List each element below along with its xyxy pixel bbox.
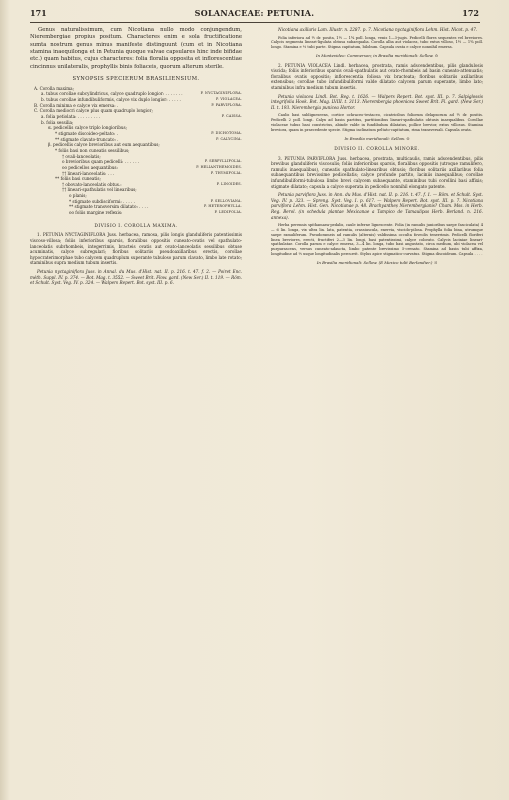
key-text: B. Corolla minima e calyce vix emersa: .	[34, 102, 119, 108]
key-text: † ovali-lanceolatis;	[62, 153, 101, 159]
key-species: P. HELIANTHEMOIDES.	[196, 164, 242, 169]
species-notes: Folia inferiora ad ½ dr. posita, 1½ — 1¾ poll. longa, venis 1—3-jugis. Pedicelli flores sequentes vel breviores. Calycis segmenta lineari-ligulata obtusa subaequalia. Corolla alba aut violacea, tubo extus villoso, 1½ — 1¾ poll. longo. Stamina e ⅔ tubi parte. Stigma capitatum, bilobum. Capsula ovata e calyce nonnihil emersa.	[271, 35, 483, 50]
division-title: DIVISIO II. COROLLA MINORE.	[334, 147, 420, 153]
key-text: a. folia petiolata: . . . . . . . . .	[41, 113, 101, 119]
right-column	[271, 27, 483, 265]
key-text: * stigmate subdisciformi: . . . . .	[69, 198, 135, 204]
key-text: ** foliis basi cuneatis;	[55, 176, 101, 182]
running-header	[0, 8, 509, 22]
key-text: o brevioribus quam pedicelli: . . . . . .	[62, 159, 140, 165]
species-locality: In Montevideo: Commerson; in Brasilia meridionali: Sellow. ⊙	[315, 52, 439, 58]
key-text: †† lineari-lanceolatis: . . .	[62, 170, 115, 176]
species-citation: Petunia nyctaginiflora Juss. in Annal. du Mus. d'Hist. nat. II. p. 216. t. 47. f. 2. — Poiret Enc. méth. Suppl. IV. p. 374. — Bot. Mag. t. 3552. — Sweet Brit. Flow. gard. (New Ser.) II. t. 119. — Röm. et Schult. Syst. Veg. IV. p. 324. — Walpers Repert. Bot. syst. III. p. 6.	[30, 268, 242, 286]
key-text: †† lineari-spathulatis vel linearibus;	[62, 187, 137, 193]
key-text: a. tubus corollae subcylindricus, calyce quadruplo longior: . . . . . . .	[41, 91, 183, 97]
species-notes: Caulis basi subligneseens, cortice ochraceo-testaceo, cicatricibus foliorum delapsorum ad ½ dr. positis. Pedicelli 2 poll. longi. Calyx ad basin partitus, partitionibus lineari-spathulatis obtusis inaequalibus. Corollae violaceae tubus basi constrictus, abinde valde in fundibulum dilatatus, pollice brevior, extus villosus. Stamina breviora, quam in praecedente specie. Stigma inclinatum peltato-capitatum, rima transversali. Capsula ovata.	[271, 113, 483, 132]
key-text: ** stigmate transversim dilatato: . . . .	[69, 204, 149, 210]
key-text: C. Corolla mediocri calyce plus quam quadruplo longior;	[34, 108, 153, 114]
key-species: P. NYCTAGINIFLORA.	[200, 91, 242, 96]
page-number-left: 171	[30, 8, 47, 18]
species-description: 1. PETUNIA NYCTAGINIFLORA Juss. herbacea, ramosa, pilis longis glanduliferis patentissimis viscoso-villosa; foliis inferioribus sparsis, floralibus oppositis cuneato-ovatis vel spathulato-lanceolatis subrhombeis, integerrimis, bracteis ovatis aut ovato-lanceolatis sessilibus obtuse acuminatis, calyce subregulari; floribus solitariis pseudoaxillaribus erectis, corollae hypocraterimorphae tubo calycem quadruplum superante tubuloso parum clavato, limbo late rotato; staminibus supra medium tubum insertis.	[30, 232, 242, 266]
key-species: P. THYMIFOLIA.	[210, 170, 242, 175]
key-text: A. Corolla maxima;	[34, 85, 75, 91]
page-number-right: 172	[462, 8, 479, 18]
key-text: * foliis basi non cuneatis sessilibus;	[55, 147, 130, 153]
key-text: b. tubus corollae infundibuliformis, calyce vix duplo longior: . . . . .	[41, 96, 181, 102]
key-line	[30, 210, 242, 216]
species-citation: Nicotiana axillaris Lam. Illustr. n. 2287. p. 7. Nicotiana nyctaginiflora Lehm. Hist. Nicot. p. 47.	[278, 27, 478, 32]
key-text: ** stigmate clavato-truncato: .	[55, 136, 119, 142]
key-species: P. LEDIFOLIA.	[214, 210, 242, 215]
left-column	[30, 27, 242, 286]
synopsis-title: SYNOPSIS SPECIERUM BRASILIENSIUM.	[72, 76, 200, 83]
species-citation: Petunia parviflora Juss. in Ann. du Mus. d'Hist. nat. II. p. 216. t. 47. f. 1. — Röm. et Schult. Syst. Veg. IV. p. 323. — Spreng. Syst. Veg. I. p. 617. — Walpers Repert. Bot. syst. III. p. 7. Nicotiana parviflora Lehm. Hist. Gen. Nicotianae p. 48. Brachyantheș Nierembergianis? Cham. Mss. in Herb. Reg. Berol. (in schedula plantae Mexicanae a Tampico de Tamaulipas Herb. Berland. n. 216. annexa).	[271, 192, 483, 220]
key-text: oo foliis margine reflexis:	[69, 210, 123, 216]
key-species: P. CALYCINA.	[216, 136, 242, 141]
key-species: P. PARVIFLORA.	[211, 102, 242, 107]
key-text: α. pedicellis calyce triplo longioribus;	[48, 125, 128, 131]
species-locality: In Brasilia meridionali: Sellow. ⊙	[344, 135, 410, 141]
key-species: P. CAISSA.	[221, 113, 242, 118]
species-key	[30, 86, 242, 216]
key-species: P. VIOLACEA.	[215, 96, 242, 101]
key-text: β. pedicellis calyce brevioribus aut eum aequantibus;	[48, 142, 160, 148]
species-description: 3. PETUNIA PARVIFLORA Juss. herbacea, prostrata, multicaulis, ramis adscendentibus, pilis brevibus glanduliferis viscosulis; foliis inferioribus sparsis, floralibus oppositis (utroque ramulifero, ramulis inaequalibus), cuneatis spathulato-linearibus obtusis; floribus solitariis axillaribus folia subaequantibus brevissime pedicellatis; calyce profunde partito, laciniis inaequalibus; corollae infundibuliformi-tubulosa limbo brevi calycem subaequante, staminibus tubi corollini basi affixis; stigmate dilatato; capsula a calyce superata in pedicello nonnihil elongato patente.	[271, 155, 483, 189]
key-species: P. HETEROPHYLLA.	[204, 204, 242, 209]
key-text: b. folia sessilia;	[41, 119, 74, 125]
species-notes: Herba perennis spithamaea-pedalis, caule inferne lignescente. Folia (in ramulis junioribus saepe fasciculata) 4 — 6 lin. longa, vix ultra lin. lata, patentia, crassiuscula, enervia, viscido-pilosa. Prophylla folia bina, utrumque saepe ramuliferum. Pseudorameis ad ramulis (alternis) valdissima occulta foveolis tenerrimis. Pedicelli floriferi linea breviores, erecti, fructiferi 2—3 lin. longi, basi patentissimi, calyce colorato. Calycis laciniae lineari-spathulatae. Corolla parum e calyce emersa, 3—4 lin. longa, tubo basi angustato, circa medium, ubi violacea vel purpurascens, versus cuneato-adaucta, limbo patente brevissimo 5-crenato. Stamina ad basin tubi affixa, longitudine ad ⅔ usque longitudinalis percurrit. Stylus apice stigmatico-curvatus. Stigma discoideum. Capsula . . . .	[271, 223, 483, 257]
key-species: P. DICHOTOMA.	[211, 130, 242, 135]
key-species: P. SELLOVIANA.	[210, 198, 242, 203]
header-rule	[30, 22, 480, 23]
species-citation: Petunia violacea Lindl. Bot. Reg. t. 1626. — Walpers Repert. Bot. syst. III. p. 7. Salpiglossis integrifolia Hook. Bot. Mag. LVIII. t. 3113. Nierembergia phoenicea Sweet Brit. Fl. gard. (New Ser.) II. t. 193. Nierembergia punicea Hortor.	[271, 93, 483, 110]
genus-intro: Genus naturalissimum, cum Nicotiana nullo modo conjungendum, Nierembergiae propius positum. Characteres enim e sola fructificatione sumta nostrum genus minus manifeste distinguunt (cum et in Nicotiana stamina inaequilonga et in Petunia quoque valvae capsulares hinc inde bifidae etc.) quam habitus, cujus characteres: folia floralia opposita et inflorescentiae cincinnus unilateralis, prophyllis binis foliaceis, quorum alterum sterile.	[30, 27, 242, 70]
key-species: P. LINOIDES.	[216, 181, 242, 186]
species-description: 2. PETUNIA VIOLACEA Lindl. herbacea, prostrata, ramis adscendentibus, pilis glandulosis viscida; foliis inferioribus sparsis ovali-spathulatis aut ovato-rhombeis ad basin cuneato-attenuatis; floralibus ovatis oppositis; inflorescentia foliosa vix bracteata; floribus solitariis axillaribus extensibus; corollae tubo infundibuliformi valde dilatato calycem parum superante, limbo lato; staminibus infra medium tubum insertis.	[271, 62, 483, 90]
key-text: o planis;	[69, 193, 87, 199]
division-title: DIVISIO I. COROLLA MAXIMA.	[94, 223, 178, 229]
key-text: oo pedicellos aequantibus:	[62, 164, 118, 170]
key-text: * stigmate discoideo-peltato: .	[55, 130, 118, 136]
species-locality: In Brasilia meridionali: Sellow. (E Mexico tulit Berlandier.) ♃	[316, 259, 438, 265]
key-species: P. SERPYLLIFOLIA.	[204, 159, 242, 164]
key-text: † obovato-lanceolatis obtus.:	[62, 181, 122, 187]
running-title: SOLANACEAE: PETUNIA.	[194, 8, 315, 18]
